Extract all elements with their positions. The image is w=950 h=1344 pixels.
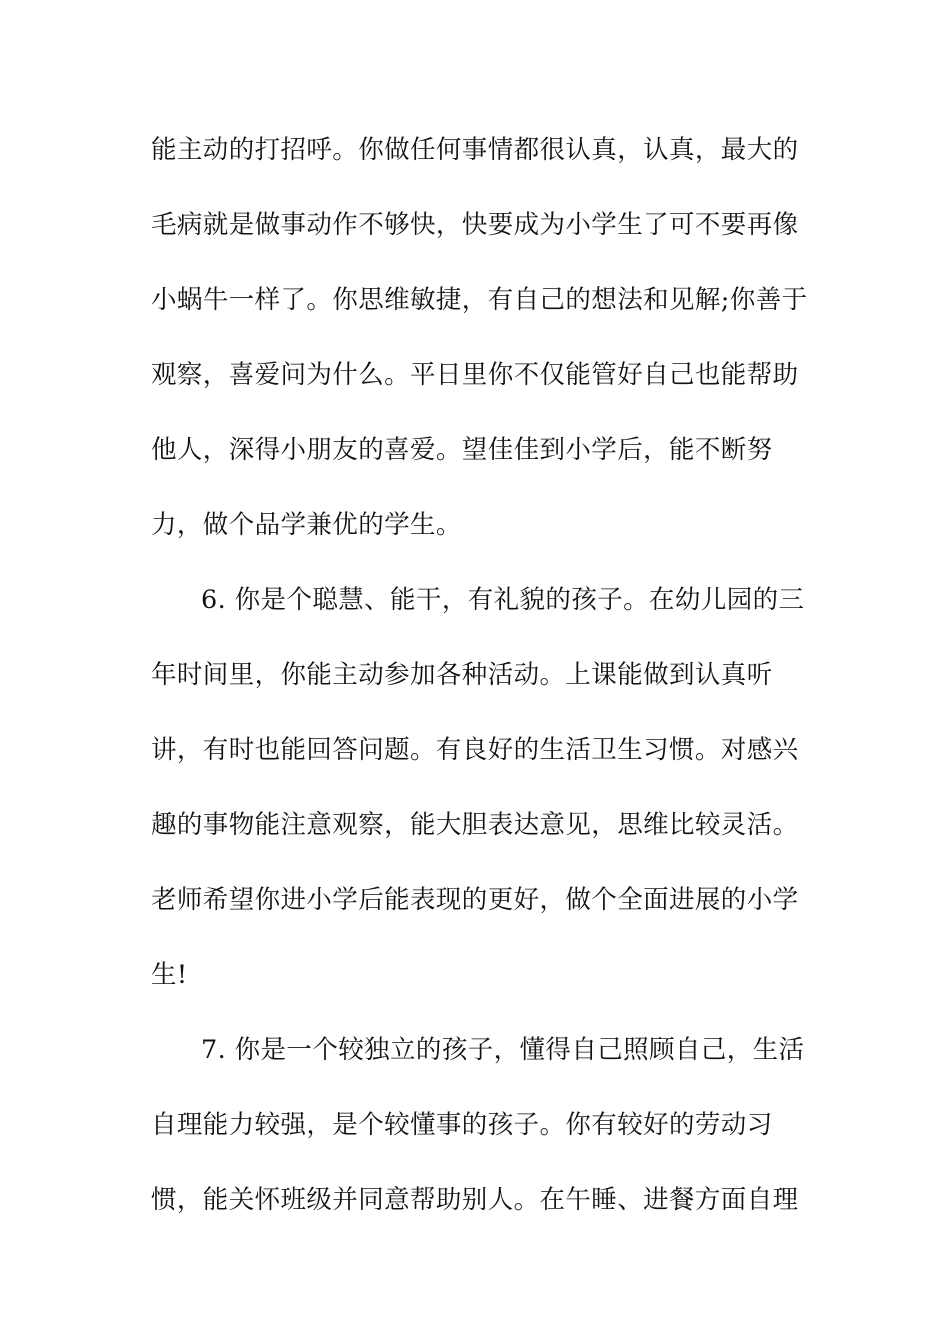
text-line: 能主动的打招呼。你做任何事情都很认真，认真，最大的 xyxy=(151,135,799,165)
text-line: 毛病就是做事动作不够快，快要成为小学生了可不要再像 xyxy=(151,210,799,240)
paragraph-start-line: 7. 你是一个较独立的孩子，懂得自己照顾自己，生活 xyxy=(201,1035,805,1065)
text-line: 他人，深得小朋友的喜爱。望佳佳到小学后，能不断努 xyxy=(151,435,773,465)
text-line: 惯，能关怀班级并同意帮助别人。在午睡、进餐方面自理 xyxy=(151,1185,799,1215)
text-line: 小蜗牛一样了。你思维敏捷，有自己的想法和见解;你善于 xyxy=(151,285,808,315)
text-line: 观察，喜爱问为什么。平日里你不仅能管好自己也能帮助 xyxy=(151,360,799,390)
text-line: 讲，有时也能回答问题。有良好的生活卫生习惯。对感兴 xyxy=(151,735,799,765)
paragraph-start-line: 6. 你是个聪慧、能干，有礼貌的孩子。在幼儿园的三 xyxy=(201,585,805,615)
text-line: 力，做个品学兼优的学生。 xyxy=(151,510,462,540)
text-line: 自理能力较强，是个较懂事的孩子。你有较好的劳动习 xyxy=(151,1110,773,1140)
text-line: 趣的事物能注意观察，能大胆表达意见，思维比较灵活。 xyxy=(151,810,799,840)
text-line: 老师希望你进小学后能表现的更好，做个全面进展的小学 xyxy=(151,885,799,915)
text-line: 年时间里，你能主动参加各种活动。上课能做到认真听 xyxy=(151,660,773,690)
text-line: 生! xyxy=(151,960,188,990)
